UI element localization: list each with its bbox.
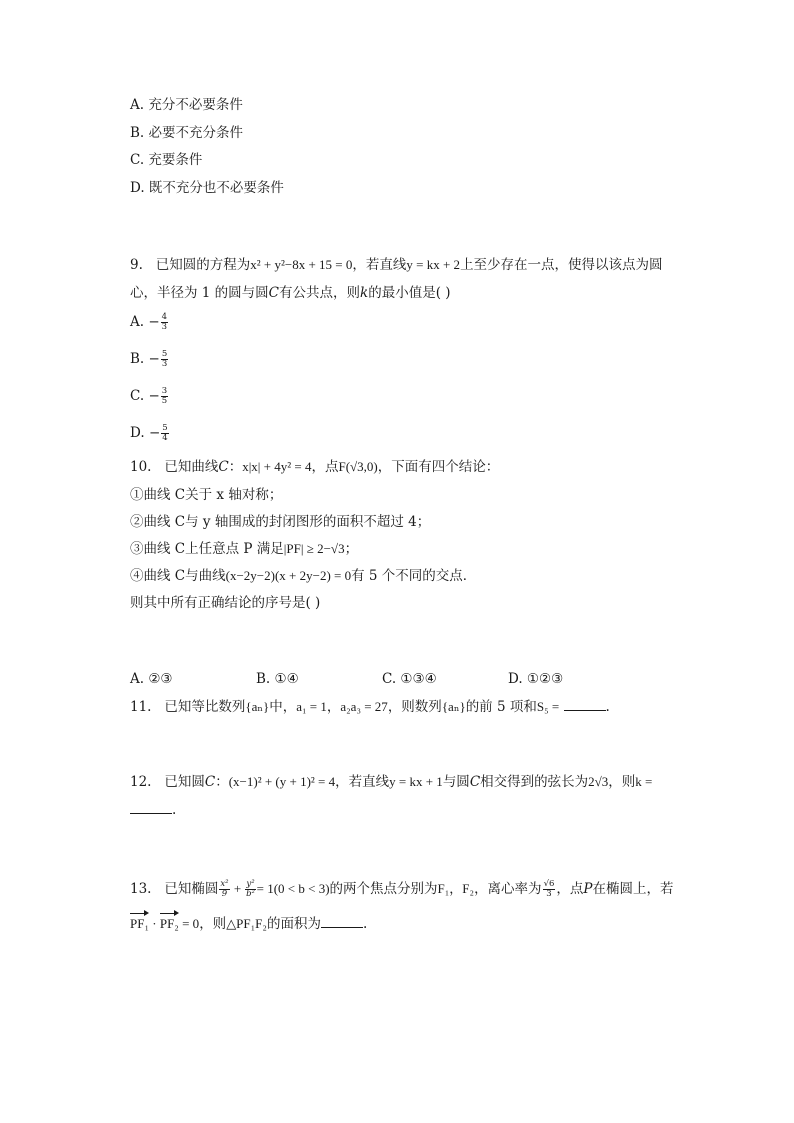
q11-number: 11. (130, 699, 152, 715)
fraction-denominator: b² (246, 889, 255, 899)
q12-var-c: C (204, 774, 216, 790)
fraction-denominator: 9 (221, 889, 228, 899)
q11-answer-blank[interactable] (564, 698, 606, 711)
q10-text: 已知曲线 (164, 459, 219, 475)
q13-fraction-x (219, 880, 229, 899)
q11-sequence: {aₙ} (245, 699, 270, 714)
q13-text: ，则 (199, 916, 227, 932)
q13-stem-line2 (130, 915, 367, 933)
q11-condition-2: a₂a₃ = 27 (340, 699, 388, 714)
option-fraction (161, 350, 168, 369)
fraction-denominator: 5 (161, 396, 168, 406)
option-sign: − (148, 314, 160, 330)
q13-text: 在椭圆上，若 (592, 881, 674, 897)
q13-text: 的面积为 (266, 916, 321, 932)
q13-text: 的两个焦点分别为 (329, 881, 438, 897)
q10-curve-product: (x−2y−2)(x + 2y−2) = 0 (225, 568, 352, 583)
q9-stem-line2 (130, 284, 451, 302)
q11-stem (130, 698, 610, 716)
q10-option-d: D. ①②③ (508, 671, 564, 687)
option-fraction (161, 313, 168, 332)
q11-text: ， (326, 699, 341, 715)
q10-text: ③曲线 C上任意点 P 满足 (130, 541, 284, 557)
q9-option-a (130, 313, 169, 332)
q10-statement-2: ②曲线 C与 y 轴围成的封闭图形的面积不超过 4； (130, 514, 431, 530)
q10-option-c: C. ①③④ (382, 671, 437, 687)
q12-answer-blank[interactable] (130, 801, 172, 814)
q9-option-d (130, 424, 170, 443)
q12-text: 已知圆 (164, 774, 205, 790)
q9-line-equation: y = kx + 2 (406, 257, 461, 272)
fraction-numerator: y² (246, 879, 255, 889)
q10-inequality: |PF| ≥ 2−√3 (283, 541, 345, 556)
q13-equals-zero: = 0 (178, 916, 200, 931)
option-sign: − (148, 351, 160, 367)
fraction-numerator: √6 (543, 879, 555, 889)
q8-option-b: B. 必要不充分条件 (130, 125, 244, 141)
q13-vector-pf2: PF₂ (159, 916, 179, 931)
q10-option-b: B. ①④ (256, 671, 299, 687)
q12-number: 12. (130, 774, 152, 790)
q13-condition: = 1(0 < b < 3) (256, 881, 330, 896)
q13-text: ，点 (556, 881, 584, 897)
fraction-numerator: 5 (162, 423, 168, 433)
fraction-numerator: 3 (161, 386, 168, 396)
q10-text: ； (344, 541, 359, 557)
q10-option-a: A. ②③ (130, 671, 173, 687)
q12-var-c: C (469, 774, 481, 790)
q12-text: 与圆 (442, 774, 470, 790)
q10-text: ： (228, 459, 243, 475)
q12-text: . (172, 802, 177, 818)
q13-eccentricity (543, 880, 556, 899)
fraction-numerator: x² (220, 879, 229, 889)
option-fraction (161, 387, 168, 406)
q9-text: 有公共点，则 (279, 285, 361, 301)
q9-circle-equation: x² + y²−8x + 15 = 0 (250, 257, 353, 272)
q11-text: 中， (269, 699, 297, 715)
q10-text: 有 5 个不同的交点． (351, 568, 477, 584)
q12-stem (130, 773, 652, 791)
option-label: D. (130, 425, 145, 441)
q9-var-k: k (360, 285, 369, 301)
q10-statement-1: ①曲线 C关于 x 轴对称； (130, 487, 283, 503)
q10-question: 则其中所有正确结论的序号是( ) (130, 595, 321, 611)
q9-option-b (130, 350, 169, 369)
q13-triangle: △PF₁F₂ (226, 916, 267, 931)
q9-text: 上至少存在一点，使得以该点为圆 (460, 257, 663, 273)
q11-text: ，则数列 (387, 699, 442, 715)
option-label: C. (130, 388, 145, 404)
q13-answer-blank[interactable] (321, 915, 363, 928)
option-sign: − (148, 425, 161, 441)
q11-sum: S₅ = (536, 699, 560, 714)
q10-text: ，点 (311, 459, 339, 475)
q12-k-equals: k = (635, 774, 653, 789)
q12-chord-length: 2√3 (588, 774, 609, 789)
q10-text: ④曲线 C与曲线 (130, 568, 226, 584)
fraction-denominator: 4 (162, 433, 168, 443)
q10-curve-equation: x|x| + 4y² = 4 (242, 459, 312, 474)
q10-options-row (130, 670, 563, 688)
q13-vector-pf1: PF₁ (130, 916, 149, 931)
q13-var-p: P (583, 881, 593, 897)
q13-text: ，离心率为 (474, 881, 542, 897)
q9-option-c (130, 387, 169, 406)
q13-dot-operator: · (149, 916, 160, 931)
q9-text: 的最小值是( ) (368, 285, 451, 301)
q8-option-d: D. 既不充分也不必要条件 (130, 180, 284, 196)
fraction-denominator: 3 (161, 359, 168, 369)
q11-condition-1: a₁ = 1 (296, 699, 327, 714)
q10-number: 10. (130, 459, 152, 475)
q10-point-f: F(√3,0) (338, 459, 378, 474)
option-fraction (161, 424, 168, 443)
q13-number: 13. (130, 881, 152, 897)
q11-sequence: {aₙ} (441, 699, 466, 714)
q10-statement-3 (130, 540, 358, 558)
q12-circle-equation: (x−1)² + (y + 1)² = 4 (228, 774, 336, 789)
q9-number: 9. (130, 257, 143, 273)
q9-var-c: C (268, 285, 280, 301)
q8-option-c: C. 充要条件 (130, 152, 203, 168)
option-sign: − (148, 388, 160, 404)
q11-text: 已知等比数列 (164, 699, 246, 715)
q12-text: ： (215, 774, 229, 790)
q13-fraction-y (245, 880, 255, 899)
q12-text: ，若直线 (335, 774, 390, 790)
q10-var-c: C (218, 459, 229, 475)
q12-text: ，则 (608, 774, 636, 790)
q8-option-a: A. 充分不必要条件 (130, 97, 243, 113)
q11-text: 的前 5 项和 (465, 699, 537, 715)
fraction-numerator: 4 (161, 312, 168, 322)
q12-text: 相交得到的弦长为 (480, 774, 589, 790)
q13-foci: F₁，F₂ (437, 881, 475, 896)
q12-answer-line (130, 801, 176, 819)
q13-text: 已知椭圆 (164, 881, 219, 897)
q10-text: ，下面有四个结论： (377, 459, 500, 475)
q13-stem-line1: 13. 已知椭圆 $\frac{\text{x²}}{9}$ + $\frac{\text{y²}}{\text{b²}}$ = 1(0 < b < 3)的两个焦点分别为F₁，F₂，离心率为 $\frac{√6}{3}$ ，点P在椭圆上，若 (130, 879, 674, 899)
fraction-denominator: 3 (161, 322, 168, 332)
q10-stem (130, 458, 499, 476)
q9-stem-line1 (130, 256, 663, 274)
option-label: B. (130, 351, 145, 367)
q9-text: 心，半径为 1 的圆与圆 (130, 285, 269, 301)
q12-line-equation: y = kx + 1 (389, 774, 443, 789)
q9-text: 已知圆的方程为 (155, 257, 251, 273)
q11-text: . (605, 699, 610, 715)
fraction-denominator: 3 (546, 889, 552, 899)
option-label: A. (130, 314, 145, 330)
q10-statement-4 (130, 567, 476, 585)
q9-text: ，若直线 (352, 257, 407, 273)
q13-text: . (362, 916, 368, 932)
fraction-numerator: 5 (161, 349, 168, 359)
